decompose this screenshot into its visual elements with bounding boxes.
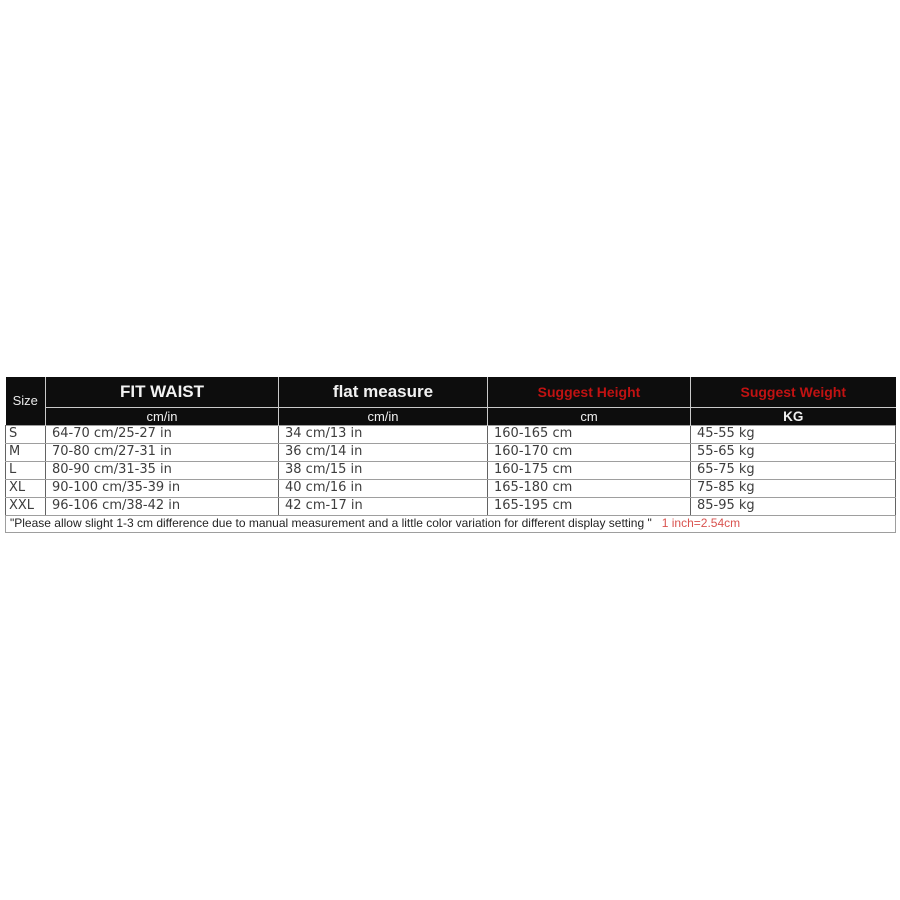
column-header-flat-measure: flat measure xyxy=(279,377,488,407)
cell-suggest-height: 160-165 cm xyxy=(488,425,691,443)
table-footer xyxy=(6,515,896,532)
footnote-cell xyxy=(6,515,896,532)
cell-fit-waist: 70-80 cm/27-31 in xyxy=(46,443,279,461)
cell-size: XXL xyxy=(6,497,46,515)
table-row-xxl xyxy=(6,497,896,515)
cell-fit-waist: 64-70 cm/25-27 in xyxy=(46,425,279,443)
cell-flat-measure: 34 cm/13 in xyxy=(279,425,488,443)
cell-suggest-weight: 85-95 kg xyxy=(691,497,896,515)
cell-fit-waist: 80-90 cm/31-35 in xyxy=(46,461,279,479)
header-row-units xyxy=(6,407,896,425)
cell-flat-measure: 42 cm-17 in xyxy=(279,497,488,515)
cell-flat-measure: 36 cm/14 in xyxy=(279,443,488,461)
inch-conversion-note: 1 inch=2.54cm xyxy=(661,515,741,530)
cell-suggest-height: 160-175 cm xyxy=(488,461,691,479)
cell-suggest-weight: 75-85 kg xyxy=(691,479,896,497)
column-header-fit-waist: FIT WAIST xyxy=(46,377,279,407)
unit-suggest-weight: KG xyxy=(691,407,896,425)
cell-suggest-height: 165-195 cm xyxy=(488,497,691,515)
table-header xyxy=(6,377,896,425)
cell-flat-measure: 38 cm/15 in xyxy=(279,461,488,479)
unit-fit-waist: cm/in xyxy=(46,407,279,425)
header-row-main xyxy=(6,377,896,407)
unit-suggest-height: cm xyxy=(488,407,691,425)
cell-fit-waist: 96-106 cm/38-42 in xyxy=(46,497,279,515)
cell-flat-measure: 40 cm/16 in xyxy=(279,479,488,497)
size-chart-table xyxy=(5,377,896,533)
table-row-l xyxy=(6,461,896,479)
cell-suggest-weight: 65-75 kg xyxy=(691,461,896,479)
column-header-suggest-height: Suggest Height xyxy=(488,377,691,407)
cell-size: L xyxy=(6,461,46,479)
unit-flat-measure: cm/in xyxy=(279,407,488,425)
column-header-suggest-weight: Suggest Weight xyxy=(691,377,896,407)
table-body xyxy=(6,425,896,515)
cell-suggest-weight: 45-55 kg xyxy=(691,425,896,443)
cell-size: M xyxy=(6,443,46,461)
cell-fit-waist: 90-100 cm/35-39 in xyxy=(46,479,279,497)
footnote-row xyxy=(6,515,896,532)
table-row-xl xyxy=(6,479,896,497)
cell-size: S xyxy=(6,425,46,443)
column-header-size: Size xyxy=(6,377,46,425)
table-row-s xyxy=(6,425,896,443)
cell-suggest-weight: 55-65 kg xyxy=(691,443,896,461)
cell-suggest-height: 165-180 cm xyxy=(488,479,691,497)
table-row-m xyxy=(6,443,896,461)
measurement-disclaimer: "Please allow slight 1-3 cm difference due to manual measurement and a little color variation for different display setting " xyxy=(10,515,652,530)
cell-size: XL xyxy=(6,479,46,497)
cell-suggest-height: 160-170 cm xyxy=(488,443,691,461)
